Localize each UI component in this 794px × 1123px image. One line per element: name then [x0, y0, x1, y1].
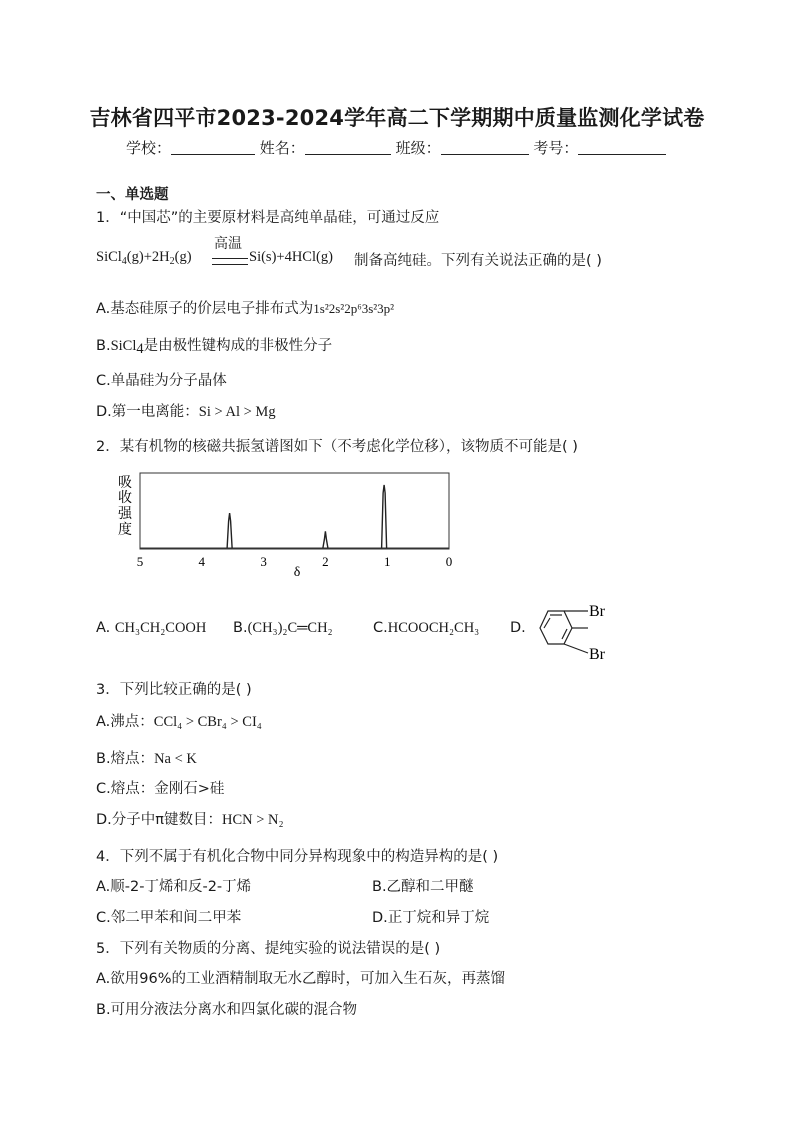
q5-stem: 5．下列有关物质的分离、提纯实验的说法错误的是( )	[96, 941, 441, 957]
q2-stem: 2．某有机物的核磁共振氢谱图如下（不考虑化学位移），该物质不可能是( )	[96, 439, 578, 455]
class-blank[interactable]	[441, 140, 529, 155]
class-label: 班级：	[395, 139, 441, 157]
q3-option-b[interactable]: B.熔点：Na < K	[96, 751, 197, 767]
dibromobenzene-structure	[526, 598, 626, 664]
student-info-line	[126, 137, 666, 158]
name-label: 姓名：	[259, 139, 305, 157]
q1-stem: 1．“中国芯”的主要原材料是高纯单晶硅，可通过反应	[96, 210, 440, 226]
y-label-char: 吸	[118, 476, 132, 491]
x-axis-label: δ	[293, 565, 301, 580]
q1-option-c[interactable]: C.单晶硅为分子晶体	[96, 373, 227, 389]
q3-option-d[interactable]: D.分子中π键数目：HCN > N₂	[96, 812, 284, 828]
ring-double-bond	[562, 629, 567, 639]
x-tick-label: 2	[322, 554, 329, 569]
nmr-spectrum-chart	[112, 468, 472, 583]
plot-frame	[140, 473, 449, 549]
q4-option-a[interactable]: A.顺-2-丁烯和反-2-丁烯	[96, 879, 252, 895]
q3-option-a[interactable]: A.沸点：CCl₄ > CBr₄ > CI₄	[96, 714, 262, 730]
ring-double-bond	[544, 618, 550, 628]
y-label-char: 强	[118, 507, 132, 522]
x-tick-label: 3	[260, 554, 267, 569]
q2-options	[96, 598, 696, 664]
spectrum-peak	[382, 485, 387, 548]
x-tick-label: 1	[383, 554, 391, 569]
bromine-label-top: Br	[589, 603, 605, 620]
x-tick-label: 4	[198, 554, 206, 569]
q1-equation-right: Si(s)+4HCl(g)	[249, 249, 333, 265]
school-label: 学校：	[126, 139, 172, 157]
y-label-char: 收	[118, 491, 132, 506]
q2-option-c[interactable]: C.HCOOCH₂CH₃	[373, 620, 480, 636]
nmr-spectrum-svg	[112, 468, 472, 583]
q5-option-a[interactable]: A.欲用96%的工业酒精制取无水乙醇时，可加入生石灰，再蒸馏	[96, 971, 505, 987]
bromine-label-bottom: Br	[589, 646, 605, 663]
q1-option-a[interactable]: A.基态硅原子的价层电子排布式为1s²2s²2p⁶3s²3p²	[96, 301, 395, 317]
q1-reaction-condition: 高温	[214, 236, 242, 252]
x-tick-label: 0	[445, 554, 453, 569]
q4-option-b[interactable]: B.乙醇和二甲醚	[372, 879, 474, 895]
q4-option-d[interactable]: D.正丁烷和异丁烷	[372, 910, 490, 926]
spectrum-peak	[323, 531, 328, 548]
q2-option-b[interactable]: B.(CH₃)₂C═CH₂	[233, 620, 333, 636]
q2-option-d[interactable]: D.	[510, 620, 526, 636]
spectrum-peak	[227, 513, 232, 548]
q5-option-b[interactable]: B.可用分液法分离水和四氯化碳的混合物	[96, 1002, 358, 1018]
q4-stem: 4．下列不属于有机化合物中同分异构现象中的构造异构的是( )	[96, 849, 499, 865]
q1-equals-sign	[212, 258, 248, 265]
q3-stem: 3．下列比较正确的是( )	[96, 682, 252, 698]
number-label: 考号：	[533, 139, 579, 157]
x-tick-label: 5	[136, 554, 144, 569]
page-title: 吉林省四平市2023-2024学年高二下学期期中质量监测化学试卷	[89, 106, 705, 130]
q1-equation-left: $SiCl_4(g)+2H_2(g)$	[96, 249, 192, 267]
br-bond	[564, 644, 588, 653]
q1-option-b[interactable]: B.SiCl$_4$是由极性键构成的非极性分子	[96, 338, 333, 357]
q4-option-c[interactable]: C.邻二甲苯和间二甲苯	[96, 910, 242, 926]
q2-option-a[interactable]: A. CH₃CH₂COOH	[96, 620, 207, 636]
q1-option-d[interactable]: D.第一电离能：Si > Al > Mg	[96, 404, 276, 420]
q3-option-c[interactable]: C.熔点：金刚石>硅	[96, 781, 225, 797]
section-heading: 一、单选题	[96, 187, 169, 203]
school-blank[interactable]	[171, 140, 255, 155]
name-blank[interactable]	[305, 140, 391, 155]
q1-stem-continued: 制备高纯硅。下列有关说法正确的是( )	[354, 253, 602, 269]
y-label-char: 度	[118, 523, 132, 538]
number-blank[interactable]	[578, 140, 666, 155]
